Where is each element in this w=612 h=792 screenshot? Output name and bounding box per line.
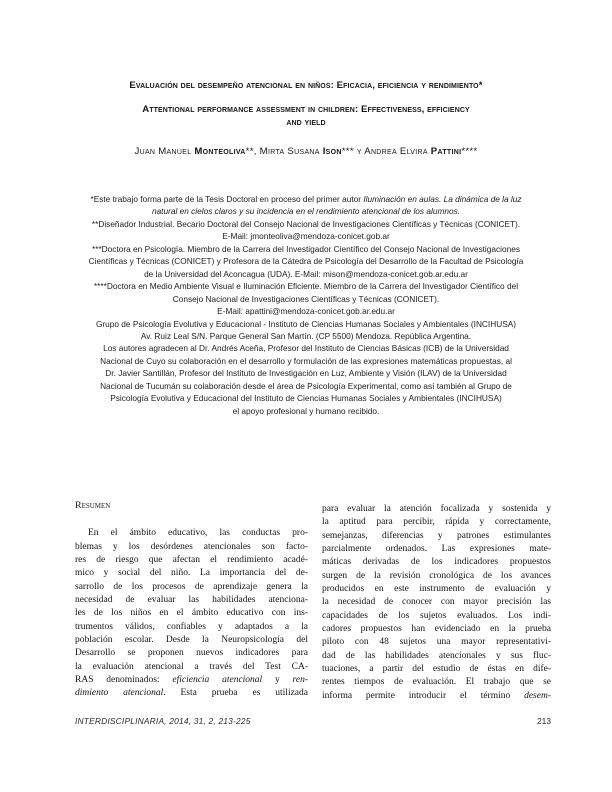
abstract-heading: Resumen	[75, 500, 111, 511]
authors-line: Juan Manuel Monteoliva**, Mirta Susana Ison*** y Andrea Elvira Pattini****	[134, 146, 478, 157]
page-footer	[75, 716, 551, 726]
page-number: 213	[537, 716, 551, 726]
footnotes-block: *Este trabajo forma parte de la Tesis Doctoral en proceso del primer autor Iluminación en aulas. La dinámica de la luz natural en cielos claros y su incidencia en el rendimiento atencional de los alumnos. **Diseñador Industrial. Becario Doctoral del Consejo Nacional de Investigaciones Científicas y Técnicas (CONICET). E-Mail: jmonteoliva@mendoza-conicet.gob.ar ***Doctora en Psicología. Miembro de la Carrera del Investigador Científico del Consejo Nacional de Investigaciones Científicas y Técnicas (CONICET) y Profesora de la Cátedra de Psicología del Desarrollo de la Facultad de Psicología de la Universidad del Aconcagua (UDA). E-Mail: mison@mendoza-conicet.gob.ar.edu.ar ****Doctora en Medio Ambiente Visual e Iluminación Eficiente. Miembro de la Carrera del Investigador Científico del Consejo Nacional de Investigaciones Científicas y Técnicas (CONICET). E-Mail: apattini@mendoza-conicet.gob.ar.edu.ar Grupo de Psicología Evolutiva y Educacional - Instituto de Ciencias Humanas Sociales y Ambientales (INCIHUSA) Av. Ruiz Leal S/N. Parque General San Martín. (CP 5500) Mendoza. República Argentina. Los autores agradecen al Dr. Andrés Aceña, Profesor del Instituto de Ciencias Básicas (ICB) de la Universidad Nacional de Cuyo su colaboración en el desarrollo y formulación de las expresiones matemáticas propuestas, al Dr. Javier Santillán, Profesor del Instituto de Investigación en Luz, Ambiente y Visión (ILAV) de la Universidad Nacional de Tucumán su colaboración desde el área de Psicología Experimental, como así también al Grupo de Psicología Evolutiva y Educacional del Instituto de Ciencias Humanas Sociales y Ambientales (INCIHUSA) el apoyo profesional y humano recibido.	[88, 194, 524, 416]
abstract-left-lines: En el ámbito educativo, las conductas pro- blemas y los desórdenes atencionales son facto- res de riesgo que afectan el rendimiento acadé- mico y social del niño. La importancia del de- sarrollo de los procesos de aprendizaje genera la necesidad de evaluar las habilidades atenciona- les de los niños en el ámbito educativo con ins- trumentos válidos, confiables y adaptados a la población escolar. Desde la Neuropsicología del Desarrollo se proponen nuevos indicadores para la evaluación atencional a través del Test CA- RAS denominados: eficiencia atencional y ren- dimiento atencional. Esta prueba es utilizada	[75, 528, 309, 699]
journal-citation: INTERDISCIPLINARIA, 2014, 31, 2, 213-225	[75, 716, 251, 726]
article-title-spanish: Evaluación del desempeño atencional en niños: Eficacia, eficiencia y rendimiento*	[129, 80, 483, 91]
abstract-column-right: para evaluar la atención focalizada y sostenida y la aptitud para percibir, rápida y correctamente, semejanzas, diferencias y patrones estimulantes parcialmente ordenados. Las expresiones mate- máticas derivadas de los indicadores propuestos surgen de la revisión cronológica de los avances producidos en este instrumento de evaluación y la necesidad de conocer con mayor precisión las capacidades de los sujetos evaluados. Los indi- cadores propuestos han evidenciado en la prueba piloto con 48 sujetos una mayor representativi- dad de las habilidades atencionales y sus fluc- tuaciones, a partir del estudio de éstas en dife- rentes tiempos de evaluación. El trabajo que se informa permite introducir el término desem-	[322, 504, 551, 701]
article-title-english: Attentional performance assessment in children: Effectiveness, efficiency and yield	[142, 104, 470, 128]
abstract-column-left	[75, 499, 308, 701]
